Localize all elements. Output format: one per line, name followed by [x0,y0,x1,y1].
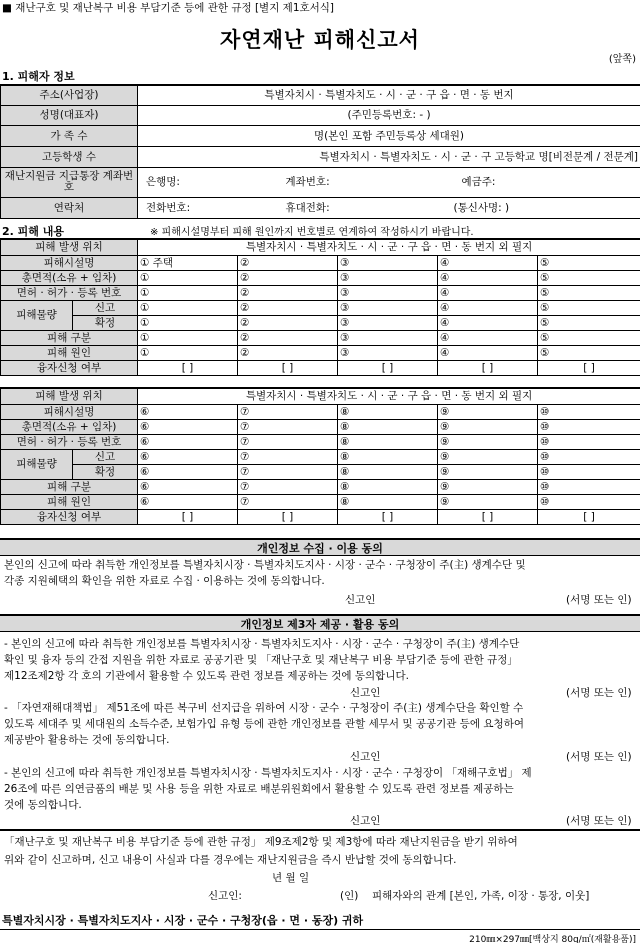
damage-table-block-1 [0,238,640,376]
consent-third-party-p3-line1: - 본인의 신고에 따라 취득한 개인정보를 특별자치시장 · 특별자치도지사 · 시장 · 군수 · 구청장이 「재해구호법」 제 [4,767,532,779]
facility-5-field[interactable]: ⑤ [538,255,640,270]
consent-collection-text-2: 각종 지원혜택의 확인을 위한 자료로 수집 · 이용하는 것에 동의합니다. [4,575,325,587]
license-number-label-2: 면허 · 허가 · 등록 번호 [1,434,138,449]
loan-checkbox-4[interactable]: [ ] [438,360,538,375]
damage-table-block-2 [0,387,640,525]
damage-type-label-2: 피해 구분 [1,479,138,494]
page-side-label: (앞쪽) [608,54,636,65]
loan-checkbox-2[interactable]: [ ] [238,360,338,375]
total-area-label-2: 총면적(소유 + 임차) [1,419,138,434]
declaration-seal[interactable]: (인) [340,890,359,902]
damage-location-field[interactable]: 특별자치시 · 특별자치도 · 시 · 군 · 구 읍 · 면 · 동 번지 외 필지 [138,239,640,255]
consent-third-party-p2-line2: 있도록 세대주 및 세대원의 소득수준, 보험가입 유형 등에 관한 개인정보를 관할 세무서 및 공공기관 등에 요청하여 [4,718,524,730]
confirmed-4-field[interactable]: ④ [438,315,538,330]
license-1-field[interactable]: ① [138,285,238,300]
section-victim-info-heading: 1. 피해자 정보 [2,70,75,83]
reported-6-field[interactable]: ⑥ [138,449,238,464]
license-6-field[interactable]: ⑥ [138,434,238,449]
address-field[interactable]: 특별자치시 · 특별자치도 · 시 · 군 · 구 읍 · 면 · 동 번지 [138,85,640,105]
declaration-date-field[interactable]: 년 월 일 [272,872,310,884]
damage-location-label: 피해 발생 위치 [1,239,138,255]
cause-6-field[interactable]: ⑥ [138,494,238,509]
type-10-field[interactable]: ⑩ [538,479,640,494]
facility-10-field[interactable]: ⑩ [538,404,640,419]
consent-third-party-p3-line2: 26조에 따른 의연금품의 배분 및 사용 등을 위한 자료로 배분위원회에서 활용할 수 있도록 관련 정보를 제공하는 [4,783,514,795]
damage-quantity-label-2: 피해물량 [1,449,73,479]
loan-checkbox-5[interactable]: [ ] [538,360,640,375]
loan-checkbox-3[interactable]: [ ] [338,360,438,375]
consent-third-party-heading: 개인정보 제3자 제공 · 활용 동의 [0,614,640,632]
facility-4-field[interactable]: ④ [438,255,538,270]
victim-info-table [0,84,640,219]
loan-checkbox-10[interactable]: [ ] [538,509,640,524]
consent-p3-signer-label: 신고인 [350,815,381,827]
form-title: 자연재난 피해신고서 [220,28,420,52]
loan-request-label-2: 융자신청 여부 [1,509,138,524]
license-number-label: 면허 · 허가 · 등록 번호 [1,285,138,300]
facility-name-label-2: 피해시설명 [1,404,138,419]
cause-9-field[interactable]: ⑨ [438,494,538,509]
reported-4-field[interactable]: ④ [438,300,538,315]
facility-9-field[interactable]: ⑨ [438,404,538,419]
declaration-divider [0,829,640,831]
type-7-field[interactable]: ⑦ [238,479,338,494]
damage-location-label-2: 피해 발생 위치 [1,388,138,404]
license-4-field[interactable]: ④ [438,285,538,300]
area-7-field[interactable]: ⑦ [238,419,338,434]
student-count-field[interactable]: 특별자치시 · 특별자치도 · 시 · 군 · 구 고등학교 명[비전문계 / 전문계] [138,146,640,167]
damage-type-label: 피해 구분 [1,330,138,345]
reported-9-field[interactable]: ⑨ [438,449,538,464]
consent-collection-signer-label: 신고인 [345,594,376,606]
confirmed-2-field[interactable]: ② [238,315,338,330]
reported-1-field[interactable]: ① [138,300,238,315]
declaration-signer-label: 신고인: [208,890,242,902]
bank-name-field[interactable]: 은행명: [138,167,284,197]
cause-8-field[interactable]: ⑧ [338,494,438,509]
type-9-field[interactable]: ⑨ [438,479,538,494]
area-8-field[interactable]: ⑧ [338,419,438,434]
loan-checkbox-8[interactable]: [ ] [338,509,438,524]
confirmed-label: 확정 [73,315,138,330]
reported-7-field[interactable]: ⑦ [238,449,338,464]
declaration-relation-field[interactable]: 피해자와의 관계 [본인, 가족, 이장 · 통장, 이웃] [372,890,590,902]
account-holder-field[interactable]: 예금주: [434,167,640,197]
student-count-label: 고등학생 수 [1,146,138,167]
loan-request-label: 융자신청 여부 [1,360,138,375]
consent-collection-signature[interactable]: (서명 또는 인) [566,594,632,606]
consent-third-party-p1-line2: 확인 및 융자 등의 간접 지원을 위한 자료로 공공기관 및 「재난구호 및 재난복구 비용 부담기준 등에 관한 규정」 [4,654,518,666]
license-3-field[interactable]: ③ [338,285,438,300]
area-1-field[interactable]: ① [138,270,238,285]
type-3-field[interactable]: ③ [338,330,438,345]
cause-10-field[interactable]: ⑩ [538,494,640,509]
total-area-label: 총면적(소유 + 임차) [1,270,138,285]
consent-p2-signature[interactable]: (서명 또는 인) [566,751,632,763]
footer-divider [0,929,640,930]
damage-location-field-2[interactable]: 특별자치시 · 특별자치도 · 시 · 군 · 구 읍 · 면 · 동 번지 외 필지 [138,388,640,404]
type-4-field[interactable]: ④ [438,330,538,345]
consent-collection-heading: 개인정보 수집 · 이용 동의 [0,538,640,556]
loan-checkbox-7[interactable]: [ ] [238,509,338,524]
facility-1-field[interactable]: ① 주택 [138,255,238,270]
license-9-field[interactable]: ⑨ [438,434,538,449]
section-damage-heading: 2. 피해 내용 [2,225,64,238]
area-5-field[interactable]: ⑤ [538,270,640,285]
consent-p2-signer-label: 신고인 [350,751,381,763]
facility-2-field[interactable]: ② [238,255,338,270]
facility-7-field[interactable]: ⑦ [238,404,338,419]
consent-third-party-p2-line3: 제공받아 활용하는 것에 동의합니다. [4,734,170,746]
license-5-field[interactable]: ⑤ [538,285,640,300]
cause-3-field[interactable]: ③ [338,345,438,360]
cause-1-field[interactable]: ① [138,345,238,360]
loan-checkbox-6[interactable]: [ ] [138,509,238,524]
mobile-field[interactable]: 휴대전화: [284,197,434,218]
area-4-field[interactable]: ④ [438,270,538,285]
cause-7-field[interactable]: ⑦ [238,494,338,509]
facility-name-label: 피해시설명 [1,255,138,270]
confirmed-7-field[interactable]: ⑦ [238,464,338,479]
facility-6-field[interactable]: ⑥ [138,404,238,419]
confirmed-8-field[interactable]: ⑧ [338,464,438,479]
license-8-field[interactable]: ⑧ [338,434,438,449]
reported-label-2: 신고 [73,449,138,464]
confirmed-1-field[interactable]: ① [138,315,238,330]
area-6-field[interactable]: ⑥ [138,419,238,434]
cause-5-field[interactable]: ⑤ [538,345,640,360]
reported-8-field[interactable]: ⑧ [338,449,438,464]
cause-2-field[interactable]: ② [238,345,338,360]
bank-account-label: 재난지원금 지급통장 계좌번호 [1,167,138,197]
license-7-field[interactable]: ⑦ [238,434,338,449]
confirmed-10-field[interactable]: ⑩ [538,464,640,479]
type-1-field[interactable]: ① [138,330,238,345]
damage-note: ※ 피해시설명부터 피해 원인까지 번호별로 연계하여 작성하시기 바랍니다. [150,227,474,238]
type-2-field[interactable]: ② [238,330,338,345]
confirmed-label-2: 확정 [73,464,138,479]
consent-third-party-p1-line3: 제12조제2항 각 호의 기관에서 활용할 수 있도록 관련 정보를 제공하는 것에 동의합니다. [4,670,409,682]
damage-quantity-label: 피해물량 [1,300,73,330]
damage-cause-label-2: 피해 원인 [1,494,138,509]
contact-label: 연락처 [1,197,138,218]
area-3-field[interactable]: ③ [338,270,438,285]
type-8-field[interactable]: ⑧ [338,479,438,494]
paper-spec-footer: 210㎜×297㎜[백상지 80g/㎡(재활용품)] [469,935,636,943]
facility-8-field[interactable]: ⑧ [338,404,438,419]
form-reference-note: ■ 재난구호 및 재난복구 비용 부담기준 등에 관한 규정 [별지 제1호서식] [2,2,335,14]
loan-checkbox-1[interactable]: [ ] [138,360,238,375]
cause-4-field[interactable]: ④ [438,345,538,360]
confirmed-5-field[interactable]: ⑤ [538,315,640,330]
family-count-label: 가 족 수 [1,125,138,146]
consent-p1-signature[interactable]: (서명 또는 인) [566,687,632,699]
consent-third-party-p3-line3: 것에 동의합니다. [4,799,82,811]
reported-10-field[interactable]: ⑩ [538,449,640,464]
area-10-field[interactable]: ⑩ [538,419,640,434]
address-label: 주소(사업장) [1,85,138,105]
confirmed-6-field[interactable]: ⑥ [138,464,238,479]
facility-3-field[interactable]: ③ [338,255,438,270]
reported-label: 신고 [73,300,138,315]
damage-cause-label: 피해 원인 [1,345,138,360]
reported-3-field[interactable]: ③ [338,300,438,315]
declaration-line-2: 위와 같이 신고하며, 신고 내용이 사실과 다를 경우에는 재난지원금을 즉시 반납할 것에 동의합니다. [4,854,457,866]
phone-field[interactable]: 전화번호: [138,197,284,218]
area-9-field[interactable]: ⑨ [438,419,538,434]
confirmed-3-field[interactable]: ③ [338,315,438,330]
confirmed-9-field[interactable]: ⑨ [438,464,538,479]
consent-third-party-p1-line1: - 본인의 신고에 따라 취득한 개인정보를 특별자치시장 · 특별자치도지사 · 시장 · 군수 · 구청장이 주(主) 생계수단 [4,638,520,650]
consent-p1-signer-label: 신고인 [350,687,381,699]
license-2-field[interactable]: ② [238,285,338,300]
consent-p3-signature[interactable]: (서명 또는 인) [566,815,632,827]
reported-2-field[interactable]: ② [238,300,338,315]
recipient-line: 특별자치시장 · 특별자치도지사 · 시장 · 군수 · 구청장(읍 · 면 · 동장) 귀하 [2,914,364,927]
reported-5-field[interactable]: ⑤ [538,300,640,315]
carrier-field[interactable]: (통신사명: ) [434,197,640,218]
loan-checkbox-9[interactable]: [ ] [438,509,538,524]
family-count-field[interactable]: 명(본인 포함 주민등록상 세대원) [138,125,640,146]
account-number-field[interactable]: 계좌번호: [284,167,434,197]
type-5-field[interactable]: ⑤ [538,330,640,345]
license-10-field[interactable]: ⑩ [538,434,640,449]
type-6-field[interactable]: ⑥ [138,479,238,494]
consent-third-party-p2-line1: - 「자연재해대책법」 제51조에 따른 복구비 선지급을 위하여 시장 · 군수 · 구청장이 주(主) 생계수단을 확인할 수 [4,702,524,714]
declaration-line-1: 「재난구호 및 재난복구 비용 부담기준 등에 관한 규정」 제9조제2항 및 제3항에 따라 재난지원금을 받기 위하여 [4,836,518,848]
consent-collection-text-1: 본인의 신고에 따라 취득한 개인정보를 특별자치시장 · 특별자치도지사 · 시장 · 군수 · 구청장이 주(主) 생계수단 및 [4,559,526,571]
area-2-field[interactable]: ② [238,270,338,285]
name-label: 성명(대표자) [1,105,138,125]
name-field[interactable]: (주민등록번호: - ) [138,105,640,125]
